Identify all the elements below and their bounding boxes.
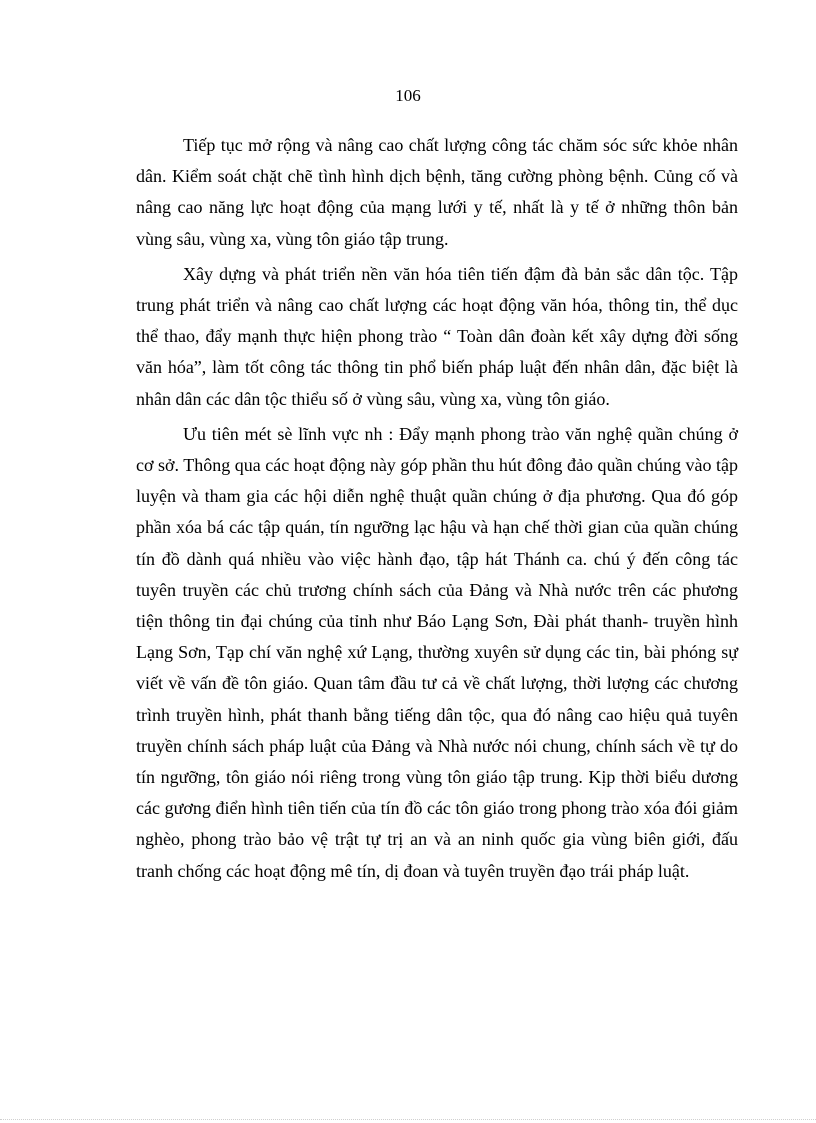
- page-bottom-border: [0, 1119, 816, 1120]
- body-text: [136, 130, 738, 891]
- page-number: 106: [395, 86, 421, 105]
- paragraph-culture: Xây dựng và phát triển nền văn hóa tiên tiến đậm đà bản sắc dân tộc. Tập trung phát triển và nâng cao chất lượng các hoạt động văn hóa, thông tin, thể dục thể thao, đẩy mạnh thực hiện phong trào “ Toàn dân đoàn kết xây dựng đời sống văn hóa”, làm tốt công tác thông tin phổ biến pháp luật đến nhân dân, đặc biệt là nhân dân các dân tộc thiểu số ở vùng sâu, vùng xa, vùng tôn giáo.: [136, 263, 738, 409]
- paragraph-health: Tiếp tục mở rộng và nâng cao chất lượng công tác chăm sóc sức khỏe nhân dân. Kiểm soát chặt chẽ tình hình dịch bệnh, tăng cường phòng bệnh. Củng cố và nâng cao năng lực hoạt động của mạng lưới y tế, nhất là y tế ở những thôn bản vùng sâu, vùng xa, vùng tôn giáo tập trung.: [136, 135, 738, 249]
- paragraph-priorities: Ưu tiên mét sè lĩnh vực nh : Đẩy mạnh phong trào văn nghệ quần chúng ở cơ sở. Thông qua các hoạt động này góp phần thu hút đông đảo quần chúng vào tập luyện và tham gia các hội diễn nghệ thuật quần chúng ở địa phương. Qua đó góp phần xóa bá các tập quán, tín ngưỡng lạc hậu và hạn chế thời gian của quần chúng tín đồ dành quá nhiều vào việc hành đạo, tập hát Thánh ca. chú ý đến công tác tuyên truyền các chủ trương chính sách của Đảng và Nhà nước trên các phương tiện thông tin đại chúng của tỉnh như Báo Lạng Sơn, Đài phát thanh- truyền hình Lạng Sơn, Tạp chí văn nghệ xứ Lạng, thường xuyên sử dụng các tin, bài phóng sự viết về vấn đề tôn giáo. Quan tâm đầu tư cả về chất lượng, thời lượng các chương trình truyền hình, phát thanh bằng tiếng dân tộc, qua đó nâng cao hiệu quả tuyên truyền chính sách pháp luật của Đảng và Nhà nước nói chung, chính sách về tự do tín ngưỡng, tôn giáo nói riêng trong vùng tôn giáo tập trung. Kịp thời biểu dương các gương điển hình tiên tiến của tín đồ các tôn giáo trong phong trào xóa đói giảm nghèo, phong trào bảo vệ trật tự trị an và an ninh quốc gia vùng biên giới, đấu tranh chống các hoạt động mê tín, dị đoan và tuyên truyền đạo trái pháp luật.: [136, 423, 738, 881]
